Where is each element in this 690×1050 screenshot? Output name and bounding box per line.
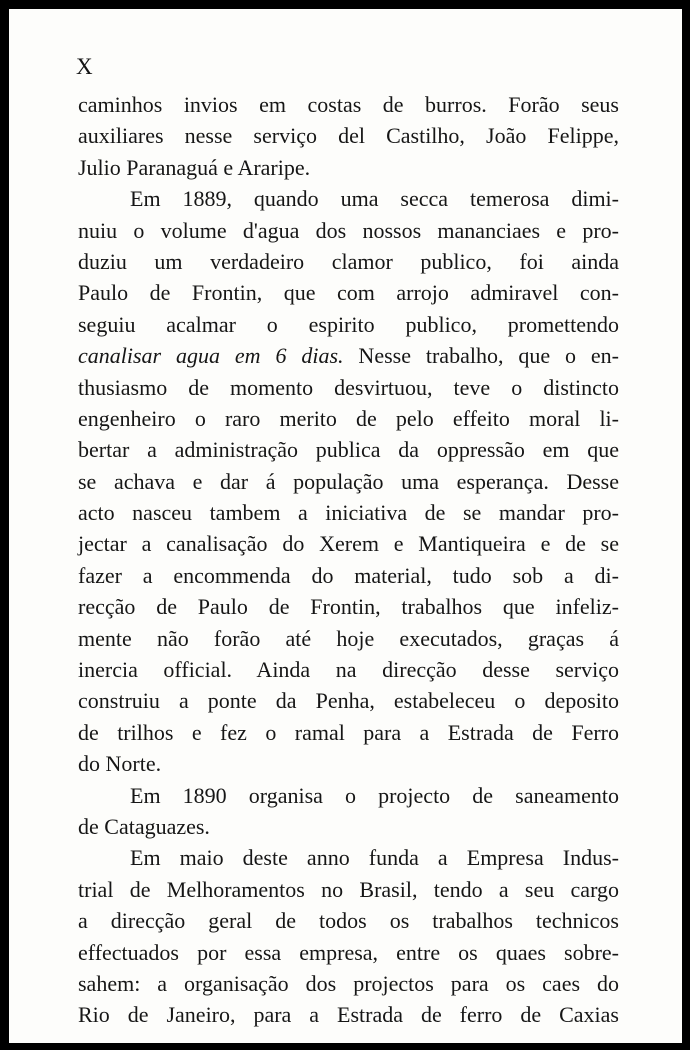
text-line: nuiu o volume d'agua dos nossos mananciaes e pro-	[78, 217, 619, 243]
text-line: thusiasmo de momento desvirtuou, teve o distincto	[78, 374, 619, 400]
text-line: inercia official. Ainda na direcção desse serviço	[78, 657, 619, 683]
italic-phrase: canalisar agua em 6 dias.	[78, 343, 344, 369]
text-line: engenheiro o raro merito de pelo effeito moral li-	[78, 405, 619, 431]
text-line: Em 1889, quando uma secca temerosa dimi-	[130, 186, 619, 212]
text-line: duziu um verdadeiro clamor publico, foi ainda	[78, 248, 619, 274]
text-line: fazer a encommenda do material, tudo sob a di-	[78, 562, 619, 588]
text-line: a direcção geral de todos os trabalhos technicos	[78, 908, 619, 934]
text-line-rest: Nesse trabalho, que o en-	[343, 343, 619, 369]
text-line: construiu a ponte da Penha, estabeleceu o deposito	[78, 688, 619, 714]
text-line: Em 1890 organisa o projecto de saneamento	[130, 782, 619, 808]
text-line: Julio Paranaguá e Araripe.	[78, 154, 311, 180]
text-line: auxiliares nesse serviço del Castilho, João Felippe,	[78, 123, 619, 149]
text-line: recção de Paulo de Frontin, trabalhos que infeliz-	[78, 594, 619, 620]
text-line: effectuados por essa empresa, entre os quaes sobre-	[78, 939, 619, 965]
text-line: se achava e dar á população uma esperança. Desse	[78, 468, 619, 494]
text-line: mente não forão até hoje executados, graças á	[78, 625, 619, 651]
text-line: do Norte.	[78, 751, 162, 777]
text-line: de Cataguazes.	[78, 813, 210, 839]
text-line: acto nasceu tambem a iniciativa de se mandar pro-	[78, 500, 619, 526]
body-text	[78, 89, 619, 1031]
text-line: jectar a canalisação do Xerem e Mantiqueira e de se	[78, 531, 619, 557]
text-line: Rio de Janeiro, para a Estrada de ferro de Caxias	[78, 1002, 619, 1028]
text-line: de trilhos e fez o ramal para a Estrada de Ferro	[78, 719, 619, 745]
text-line: sahem: a organisação dos projectos para os caes do	[78, 970, 619, 996]
text-line: trial de Melhoramentos no Brasil, tendo a seu cargo	[78, 876, 619, 902]
page-number: X	[76, 54, 94, 79]
text-line: bertar a administração publica da oppressão em que	[78, 437, 619, 463]
text-line: Paulo de Frontin, que com arrojo admiravel con-	[78, 280, 619, 306]
text-line: caminhos invios em costas de burros. Forão seus	[78, 92, 619, 117]
text-line: Em maio deste anno funda a Empresa Indus-	[130, 845, 619, 871]
text-line: seguiu acalmar o espirito publico, promettendo	[78, 311, 619, 337]
text-line	[78, 340, 619, 371]
book-page	[9, 9, 682, 1043]
